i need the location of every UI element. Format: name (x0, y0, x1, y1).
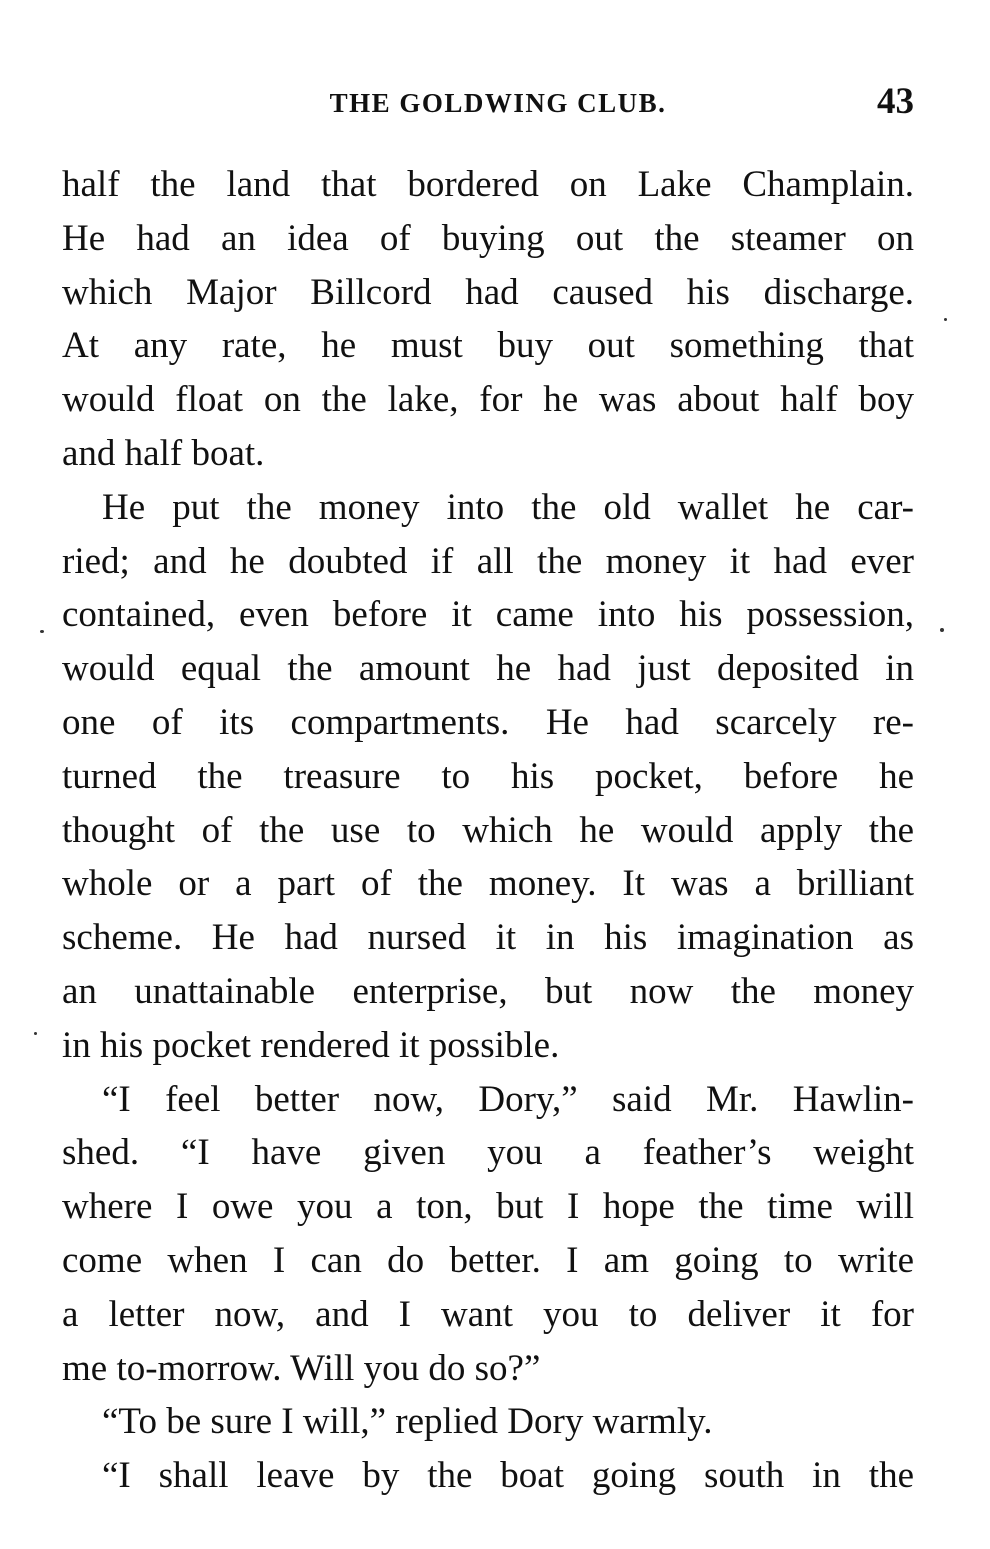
page-number: 43 (877, 81, 914, 122)
text-line: one of its compartments. He had scarcely re- (62, 701, 914, 743)
print-speck (34, 1032, 37, 1035)
paragraph (62, 1395, 914, 1449)
text-line: and half boat. (62, 432, 265, 474)
text-line: an unattainable enterprise, but now the money (62, 970, 914, 1012)
text-line: turned the treasure to his pocket, before he (62, 755, 914, 797)
text-line: He put the money into the old wallet he car- (102, 486, 914, 528)
running-head (62, 80, 914, 124)
paragraph (62, 158, 914, 481)
paragraph (62, 1073, 914, 1396)
running-title: THE GOLDWING CLUB. (329, 88, 667, 118)
text-line: would equal the amount he had just deposited in (62, 648, 914, 690)
print-speck (40, 630, 44, 633)
text-line: thought of the use to which he would apply the (62, 809, 914, 851)
text-line: which Major Billcord had caused his discharge. (62, 271, 914, 313)
text-line: come when I can do better. I am going to write (62, 1239, 914, 1281)
text-line: scheme. He had nursed it in his imagination as (62, 917, 914, 959)
paragraph (62, 481, 914, 1073)
text-line: me to-morrow. Will you do so?” (62, 1347, 541, 1389)
print-speck (940, 628, 944, 632)
text-line: where I owe you a ton, but I hope the time will (62, 1186, 914, 1228)
text-line: “I shall leave by the boat going south in the (102, 1455, 914, 1497)
print-speck (944, 318, 947, 321)
text-line: shed. “I have given you a feather’s weight (62, 1132, 914, 1174)
text-line: ried; and he doubted if all the money it had ever (62, 540, 914, 582)
text-line: He had an idea of buying out the steamer on (62, 217, 914, 259)
text-line: “To be sure I will,” replied Dory warmly. (102, 1401, 713, 1443)
text-line: half the land that bordered on Lake Champlain. (62, 164, 914, 205)
text-line: in his pocket rendered it possible. (62, 1024, 560, 1066)
text-line: contained, even before it came into his possession, (62, 594, 914, 636)
paragraph (62, 1449, 914, 1503)
text-line: At any rate, he must buy out something that (62, 325, 914, 367)
text-line: “I feel better now, Dory,” said Mr. Hawlin- (102, 1078, 914, 1120)
text-line: a letter now, and I want you to deliver it for (62, 1293, 914, 1335)
body-text (62, 158, 914, 1503)
text-line: whole or a part of the money. It was a brilliant (62, 863, 914, 905)
text-line: would float on the lake, for he was about half boy (62, 379, 914, 421)
